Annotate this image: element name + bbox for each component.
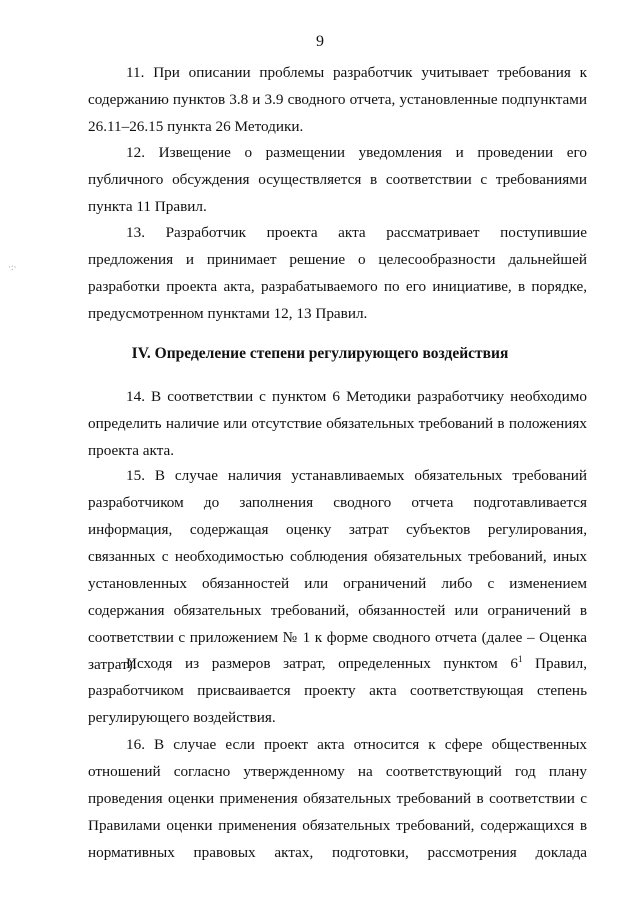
paragraph-14: 14. В соответствии с пунктом 6 Методики разработчику необходимо определить наличие или отсутствие обязательных требований в положениях проекта акта.: [88, 388, 587, 459]
paragraph-15-degree-text: Исходя из размеров затрат, определенных пунктом 6: [126, 655, 518, 672]
paragraph-16: 16. В случае если проект акта относится к сфере общественных отношений согласно утвержденному на соответствующий год плану проведения оценки применения обязательных требований в соответствии с Правилами оценки применения обязательных требований, содержащихся в нормативных правовых актах, подготовки, рассмотрения доклада: [88, 736, 587, 861]
paragraph-11: 11. При описании проблемы разработчик учитывает требования к содержанию пунктов 3.8 и 3.9 сводного отчета, установленные подпунктами 26.11–26.15 пункта 26 Методики.: [88, 64, 587, 135]
page-number: 9: [316, 33, 324, 50]
paragraph-15-degree: [88, 650, 587, 731]
paragraph-13: 13. Разработчик проекта акта рассматривает поступившие предложения и принимает решение о целесообразности дальнейшей разработки проекта акта, разрабатываемого по его инициативе, в порядке, предусмотренном пунктами 12, 13 Правил.: [88, 224, 587, 322]
paragraph-15: 15. В случае наличия устанавливаемых обязательных требований разработчиком до заполнения сводного отчета подготавливается информация, содержащая оценку затрат субъектов регулирования, связанных с необходимостью соблюдения обязательных требований, иных установленных обязанностей или ограничений либо с изменением содержания обязательных требований, обязанностей или ограничений в соответствии с приложением № 1 к форме сводного отчета (далее – Оценка затрат).: [88, 467, 587, 673]
superscript-mark: 1: [517, 653, 523, 664]
paragraph-15-degree-text-end: Правил, разработчиком присваивается проекту акта соответствующая степень регулирующего воздействия.: [88, 655, 587, 726]
paragraph-12: 12. Извещение о размещении уведомления и проведении его публичного обсуждения осуществляется в соответствии с требованиями пункта 11 Правил.: [88, 144, 587, 215]
margin-mark: ·:·: [8, 262, 17, 272]
section-heading: IV. Определение степени регулирующего воздействия: [131, 345, 509, 362]
